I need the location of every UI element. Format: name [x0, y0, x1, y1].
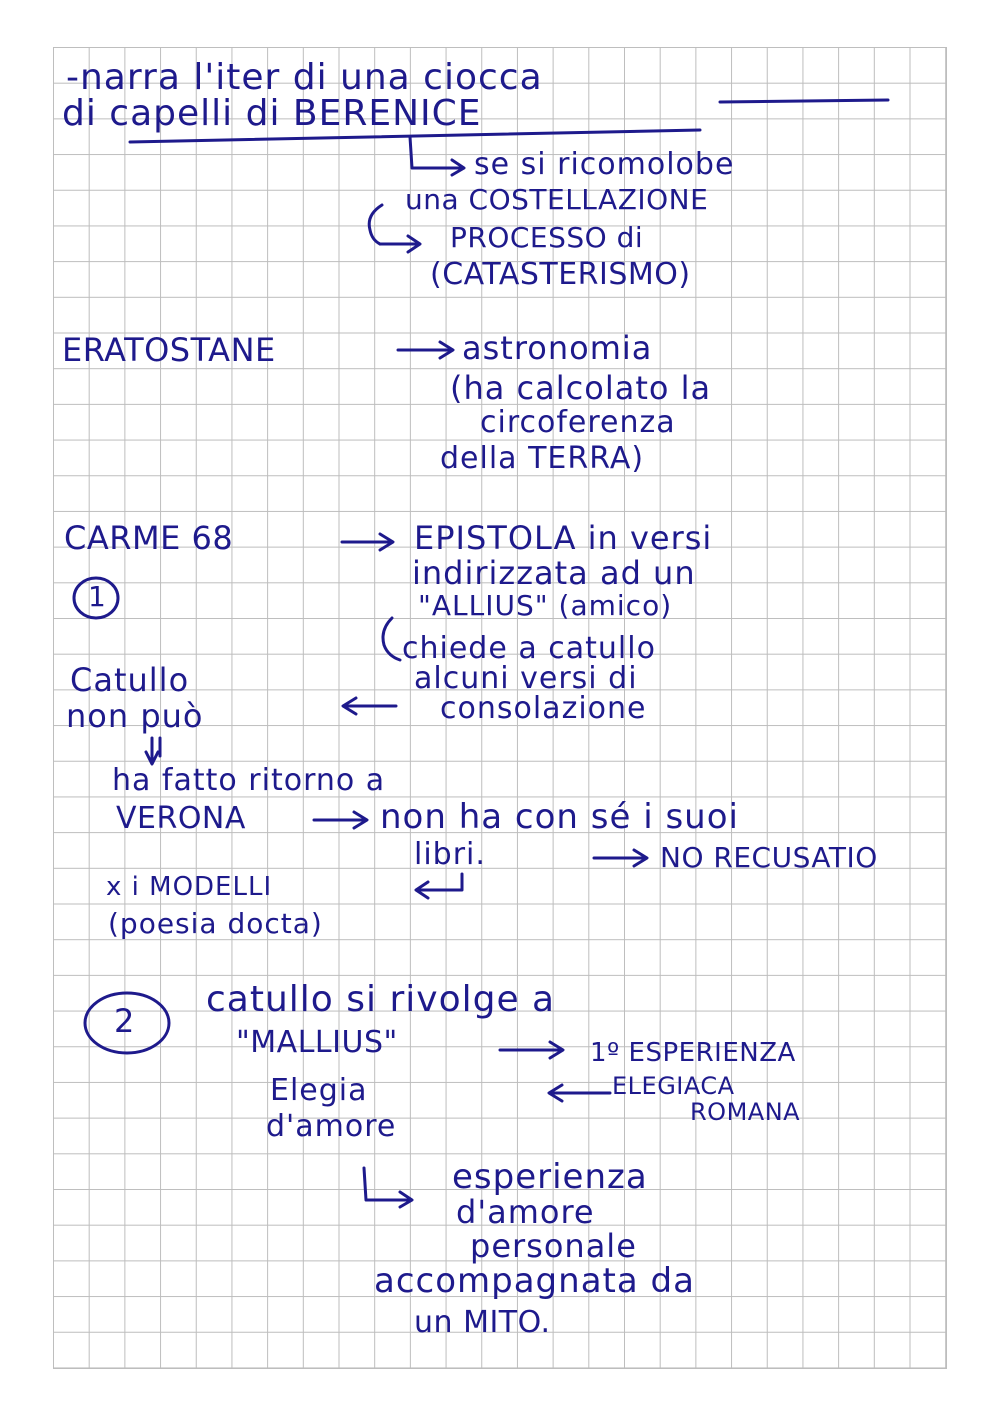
note-epistola: EPISTOLA in versi: [414, 519, 713, 557]
arrow-mallius: [500, 1042, 563, 1058]
note-accompagnata: accompagnata da: [374, 1261, 695, 1301]
note-romana: ROMANA: [690, 1098, 801, 1126]
note-libri: libri.: [414, 837, 486, 872]
note-iter-ciocca: -narra l'iter di una ciocca: [66, 57, 543, 98]
arrow-recusatio: [594, 850, 647, 866]
note-esperienza: 1º ESPERIENZA: [590, 1038, 796, 1068]
underline-right: [720, 100, 888, 102]
note-capelli-berenice: di capelli di BERENICE: [62, 93, 482, 134]
note-damore-2: d'amore: [456, 1193, 595, 1231]
note-astronomia: astronomia: [462, 329, 653, 367]
note-consolazione: consolazione: [440, 691, 647, 726]
note-damore: d'amore: [266, 1109, 397, 1144]
arrow-left-1: [343, 698, 396, 714]
note-number-2: 2: [114, 1002, 136, 1040]
note-rivolge: catullo si rivolge a: [206, 979, 556, 1020]
note-costellazione: una COSTELLAZIONE: [405, 183, 709, 216]
note-number-1: 1: [88, 580, 107, 613]
bracket-2: [383, 618, 400, 660]
note-calcolato: (ha calcolato la: [450, 369, 712, 407]
note-catasterismo: (CATASTERISMO): [430, 257, 691, 292]
note-suoi: non ha con sé i suoi: [380, 797, 739, 837]
note-della-terra: della TERRA): [440, 441, 645, 476]
note-non-puo: non può: [66, 697, 204, 735]
note-ritorno: ha fatto ritorno a: [112, 763, 386, 798]
note-processo: PROCESSO di: [450, 221, 644, 254]
arrow-return: [416, 874, 462, 898]
arrow-eratostane: [398, 342, 453, 358]
note-alcuni-versi: alcuni versi di: [414, 661, 638, 696]
arrow-left-2: [549, 1085, 610, 1101]
arrow-hook-3: [364, 1168, 412, 1207]
arrow-carme: [342, 534, 393, 550]
note-poesia-docta: (poesia docta): [108, 907, 323, 940]
bracket-1: [369, 205, 382, 244]
arrow-hook-2: [380, 236, 420, 252]
note-elegia: Elegia: [270, 1073, 368, 1108]
note-mallius: "MALLIUS": [236, 1025, 398, 1060]
note-ricomolobe: se si ricomolobe: [474, 147, 735, 182]
note-catullo: Catullo: [70, 661, 190, 699]
note-esperienza-2: esperienza: [452, 1157, 648, 1197]
note-indirizzata: indirizzata ad un: [412, 554, 696, 592]
note-chiede: chiede a catullo: [402, 631, 656, 666]
note-carme-68: CARME 68: [64, 519, 234, 557]
arrow-verona: [314, 812, 367, 828]
note-personale: personale: [470, 1227, 637, 1265]
arrow-hook-1: [410, 137, 464, 175]
note-circoferenza: circoferenza: [480, 405, 676, 440]
note-verona: VERONA: [116, 801, 246, 836]
note-elegiaca: ELEGIACA: [612, 1072, 735, 1100]
note-allius: "ALLIUS" (amico): [418, 589, 673, 622]
arrow-down-1: [146, 738, 158, 764]
note-no-recusatio: NO RECUSATIO: [660, 841, 878, 874]
note-eratostane: ERATOSTANE: [62, 331, 276, 369]
note-modelli: x i MODELLI: [106, 872, 273, 902]
note-mito: un MITO.: [414, 1305, 551, 1340]
